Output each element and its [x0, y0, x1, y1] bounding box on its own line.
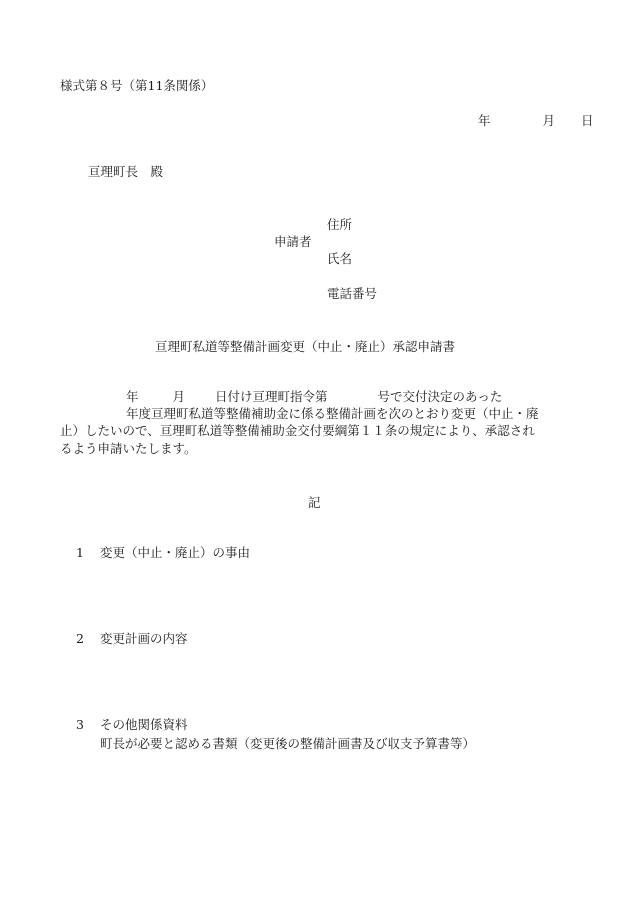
form-number: 様式第８号（第11条関係）: [60, 78, 214, 93]
body-line-4: るよう申請いたします。: [60, 441, 197, 456]
item-3-detail: 町長が必要と認める書類（変更後の整備計画書及び収支予算書等）: [100, 736, 476, 751]
body-year: 年: [126, 389, 139, 404]
item-1: [76, 547, 250, 560]
body-line-2: 年度亘理町私道等整備補助金に係る整備計画を次のとおり変更（中止・廃: [126, 406, 539, 421]
document-title: 亘理町私道等整備計画変更（中止・廃止）承認申請書: [155, 339, 456, 354]
ki-heading: 記: [308, 495, 321, 510]
name-label: 氏名: [327, 251, 353, 266]
tel-label: 電話番号: [327, 286, 378, 301]
applicant-label: 申請者: [274, 234, 312, 249]
addressee: 亘理町長 殿: [88, 164, 164, 179]
item-number: 1: [76, 545, 84, 560]
item-3: [76, 719, 188, 732]
item-label: その他関係資料: [100, 717, 188, 732]
date-month: 月: [542, 113, 556, 128]
item-number: 2: [76, 631, 84, 646]
body-line-3: 止）したいので、亘理町私道等整備補助金交付要綱第１１条の規定により、承認され: [60, 423, 535, 438]
body-text-b: 号で交付決定のあった: [377, 389, 503, 404]
address-label: 住所: [327, 217, 353, 232]
item-label: 変更計画の内容: [100, 631, 188, 646]
body-line-1: [126, 391, 502, 404]
item-label: 変更（中止・廃止）の事由: [100, 545, 251, 560]
date-line: [478, 115, 594, 128]
date-year: 年: [478, 113, 491, 128]
date-day: 日: [581, 113, 594, 128]
body-text-a: 日付け亘理町指令第: [215, 389, 328, 404]
item-number: 3: [76, 717, 84, 732]
item-2: [76, 633, 188, 646]
body-month: 月: [172, 389, 186, 404]
